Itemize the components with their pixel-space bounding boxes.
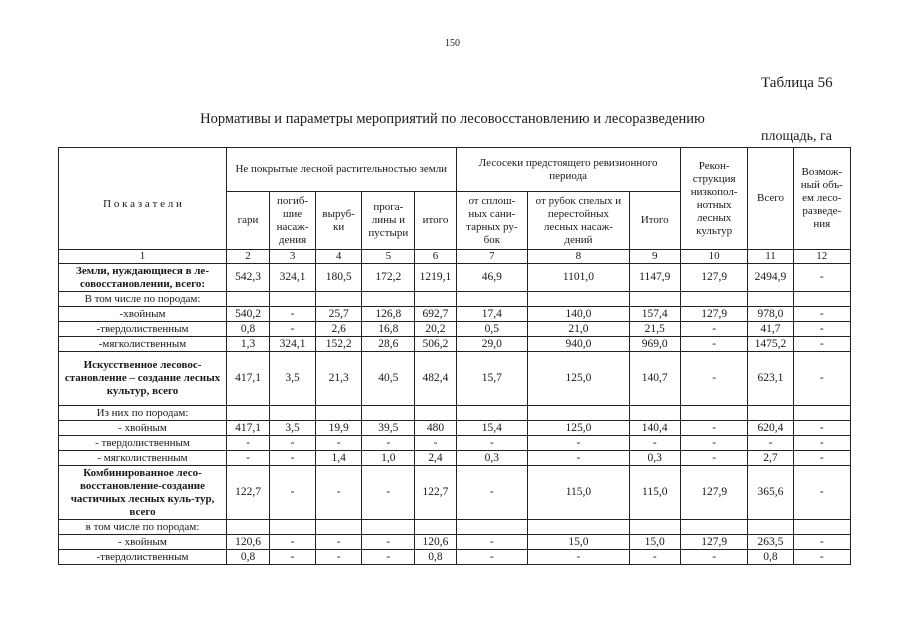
- row-value: -: [456, 466, 528, 520]
- row-value: -: [528, 550, 629, 565]
- row-value: -: [793, 421, 850, 436]
- row-value: -: [793, 352, 850, 406]
- row-value: -: [680, 322, 748, 337]
- row-value: 0,5: [456, 322, 528, 337]
- row-value: [316, 520, 362, 535]
- table-row: [59, 322, 851, 337]
- row-value: 1147,9: [629, 264, 680, 292]
- header-group-cutting: Лесосеки предстоящего ревизионного периода: [456, 148, 680, 192]
- row-value: [362, 406, 415, 421]
- row-value: [793, 406, 850, 421]
- table-row: [59, 451, 851, 466]
- row-label: - хвойным: [59, 421, 227, 436]
- row-label: Из них по породам:: [59, 406, 227, 421]
- row-value: 21,0: [528, 322, 629, 337]
- row-value: [629, 406, 680, 421]
- header-sanitary-cuts: от сплош-ных сани-тарных ру-бок: [456, 192, 528, 250]
- row-value: -: [270, 307, 316, 322]
- row-value: 15,0: [528, 535, 629, 550]
- row-value: 180,5: [316, 264, 362, 292]
- row-value: -: [456, 436, 528, 451]
- row-value: 39,5: [362, 421, 415, 436]
- row-value: -: [748, 436, 793, 451]
- row-value: 122,7: [227, 466, 270, 520]
- row-value: 2,7: [748, 451, 793, 466]
- row-value: -: [270, 535, 316, 550]
- row-value: -: [793, 337, 850, 352]
- row-value: 1,4: [316, 451, 362, 466]
- row-value: -: [362, 436, 415, 451]
- row-value: 506,2: [415, 337, 456, 352]
- row-value: 21,5: [629, 322, 680, 337]
- row-value: 115,0: [528, 466, 629, 520]
- row-value: 28,6: [362, 337, 415, 352]
- row-value: 0,8: [227, 550, 270, 565]
- column-number: 12: [793, 250, 850, 264]
- row-value: 0,8: [748, 550, 793, 565]
- column-number: 2: [227, 250, 270, 264]
- row-value: 2,6: [316, 322, 362, 337]
- header-burns: гари: [227, 192, 270, 250]
- column-number: 7: [456, 250, 528, 264]
- row-value: -: [316, 466, 362, 520]
- row-value: 1475,2: [748, 337, 793, 352]
- row-value: [415, 406, 456, 421]
- row-value: 127,9: [680, 307, 748, 322]
- row-value: 1219,1: [415, 264, 456, 292]
- table-row: [59, 520, 851, 535]
- header-clearcuts: выруб-ки: [316, 192, 362, 250]
- table-title: Нормативы и параметры мероприятий по лесовосстановлению и лесоразведению: [200, 111, 705, 127]
- row-value: 692,7: [415, 307, 456, 322]
- row-value: -: [316, 550, 362, 565]
- row-value: [270, 406, 316, 421]
- column-number: 3: [270, 250, 316, 264]
- row-value: [748, 292, 793, 307]
- row-value: 542,3: [227, 264, 270, 292]
- row-value: 115,0: [629, 466, 680, 520]
- row-value: [680, 520, 748, 535]
- row-label: В том числе по породам:: [59, 292, 227, 307]
- row-value: 127,9: [680, 535, 748, 550]
- row-value: [748, 520, 793, 535]
- row-value: [362, 520, 415, 535]
- row-value: 15,0: [629, 535, 680, 550]
- table-body: [59, 264, 851, 565]
- row-value: -: [793, 466, 850, 520]
- row-value: [748, 406, 793, 421]
- row-label: - твердолиственным: [59, 436, 227, 451]
- table-row: [59, 264, 851, 292]
- row-value: [629, 520, 680, 535]
- row-value: -: [316, 535, 362, 550]
- row-value: 41,7: [748, 322, 793, 337]
- row-value: 969,0: [629, 337, 680, 352]
- row-value: 3,5: [270, 421, 316, 436]
- row-value: 2494,9: [748, 264, 793, 292]
- header-reconstruction: Рекон-струкция низкопол-нотных лесных культур: [680, 148, 748, 250]
- row-value: 120,6: [227, 535, 270, 550]
- row-label: Искусственное лесовос-становление – создание лесных культур, всего: [59, 352, 227, 406]
- row-value: [456, 292, 528, 307]
- row-value: 140,7: [629, 352, 680, 406]
- row-value: 125,0: [528, 352, 629, 406]
- row-value: 140,4: [629, 421, 680, 436]
- row-value: 978,0: [748, 307, 793, 322]
- row-value: -: [270, 436, 316, 451]
- row-value: -: [456, 550, 528, 565]
- header-possible-volume: Возмож-ный объ-ем лесо-разведе-ния: [793, 148, 850, 250]
- column-number: 6: [415, 250, 456, 264]
- row-value: -: [270, 466, 316, 520]
- row-value: [415, 292, 456, 307]
- table-row: [59, 406, 851, 421]
- row-value: 417,1: [227, 352, 270, 406]
- row-value: 15,4: [456, 421, 528, 436]
- row-value: 157,4: [629, 307, 680, 322]
- row-value: -: [270, 451, 316, 466]
- table-row: [59, 535, 851, 550]
- row-value: 480: [415, 421, 456, 436]
- row-value: [528, 406, 629, 421]
- row-value: 122,7: [415, 466, 456, 520]
- header-subtotal-uncovered: итого: [415, 192, 456, 250]
- row-value: 2,4: [415, 451, 456, 466]
- row-label: -твердолиственным: [59, 550, 227, 565]
- row-value: [680, 406, 748, 421]
- row-value: -: [362, 535, 415, 550]
- table-row: [59, 292, 851, 307]
- row-value: 15,7: [456, 352, 528, 406]
- row-value: -: [270, 322, 316, 337]
- column-number: 11: [748, 250, 793, 264]
- row-value: 40,5: [362, 352, 415, 406]
- row-value: 940,0: [528, 337, 629, 352]
- norms-table: [58, 147, 851, 565]
- row-value: -: [680, 451, 748, 466]
- row-value: -: [227, 436, 270, 451]
- row-value: 324,1: [270, 264, 316, 292]
- row-value: -: [316, 436, 362, 451]
- row-value: -: [793, 550, 850, 565]
- row-value: [629, 292, 680, 307]
- row-value: 620,4: [748, 421, 793, 436]
- column-number: 5: [362, 250, 415, 264]
- row-value: -: [528, 436, 629, 451]
- column-number: 8: [528, 250, 629, 264]
- row-value: 1,0: [362, 451, 415, 466]
- row-value: 1,3: [227, 337, 270, 352]
- row-value: 17,4: [456, 307, 528, 322]
- row-value: 127,9: [680, 264, 748, 292]
- row-value: [362, 292, 415, 307]
- row-value: 1101,0: [528, 264, 629, 292]
- header-subtotal-cutting: Итого: [629, 192, 680, 250]
- row-label: -хвойным: [59, 307, 227, 322]
- row-value: [227, 520, 270, 535]
- row-value: 172,2: [362, 264, 415, 292]
- row-value: [456, 520, 528, 535]
- row-value: -: [680, 436, 748, 451]
- header-group-uncovered: Не покрытые лесной растительностью земли: [227, 148, 456, 192]
- row-value: 365,6: [748, 466, 793, 520]
- table-row: [59, 466, 851, 520]
- row-value: 3,5: [270, 352, 316, 406]
- table-row: [59, 550, 851, 565]
- row-value: [528, 292, 629, 307]
- column-number: 9: [629, 250, 680, 264]
- row-label: -мягколиственным: [59, 337, 227, 352]
- row-value: 0,3: [456, 451, 528, 466]
- header-row-groups: [59, 148, 851, 192]
- row-value: 16,8: [362, 322, 415, 337]
- table-row: [59, 421, 851, 436]
- row-value: 152,2: [316, 337, 362, 352]
- row-value: 0,8: [227, 322, 270, 337]
- row-value: [227, 292, 270, 307]
- area-unit-label: площадь, га: [761, 129, 832, 144]
- row-value: -: [270, 550, 316, 565]
- row-value: -: [456, 535, 528, 550]
- row-value: 482,4: [415, 352, 456, 406]
- row-value: 324,1: [270, 337, 316, 352]
- row-value: 623,1: [748, 352, 793, 406]
- row-label: - мягколиственным: [59, 451, 227, 466]
- row-value: -: [528, 451, 629, 466]
- row-value: 263,5: [748, 535, 793, 550]
- table-number: Таблица 56: [761, 75, 833, 91]
- row-value: -: [629, 550, 680, 565]
- row-value: -: [793, 322, 850, 337]
- row-value: 46,9: [456, 264, 528, 292]
- row-value: -: [227, 451, 270, 466]
- row-value: 21,3: [316, 352, 362, 406]
- row-value: -: [793, 451, 850, 466]
- table-row: [59, 352, 851, 406]
- row-value: 127,9: [680, 466, 748, 520]
- row-value: -: [680, 337, 748, 352]
- row-value: 0,8: [415, 550, 456, 565]
- column-number: 10: [680, 250, 748, 264]
- row-value: [680, 292, 748, 307]
- row-value: 0,3: [629, 451, 680, 466]
- table-row: [59, 337, 851, 352]
- header-mature-cuts: от рубок спелых и перестойных лесных насаж-дений: [528, 192, 629, 250]
- row-value: [528, 520, 629, 535]
- table-row: [59, 436, 851, 451]
- row-label: Земли, нуждающиеся в ле-совосстановлении, всего:: [59, 264, 227, 292]
- row-label: -твердолиственным: [59, 322, 227, 337]
- column-number: 4: [316, 250, 362, 264]
- row-value: -: [793, 307, 850, 322]
- row-value: -: [415, 436, 456, 451]
- row-value: [415, 520, 456, 535]
- row-value: [316, 406, 362, 421]
- page-number: 150: [445, 38, 460, 49]
- header-row-numbers: [59, 250, 851, 264]
- row-value: -: [680, 550, 748, 565]
- row-value: [227, 406, 270, 421]
- row-value: 140,0: [528, 307, 629, 322]
- row-value: [793, 292, 850, 307]
- row-value: [270, 292, 316, 307]
- row-label: Комбинированное лесо-восстановление-создание частичных лесных куль-тур, всего: [59, 466, 227, 520]
- column-number: 1: [59, 250, 227, 264]
- header-dead-stands: погиб-шие насаж-дения: [270, 192, 316, 250]
- row-value: 120,6: [415, 535, 456, 550]
- row-value: -: [362, 550, 415, 565]
- row-value: 540,2: [227, 307, 270, 322]
- row-label: - хвойным: [59, 535, 227, 550]
- row-value: 25,7: [316, 307, 362, 322]
- header-indicators: П о к а з а т е л и: [59, 148, 227, 250]
- header-total: Всего: [748, 148, 793, 250]
- row-value: -: [680, 352, 748, 406]
- table-row: [59, 307, 851, 322]
- row-value: 417,1: [227, 421, 270, 436]
- row-value: -: [680, 421, 748, 436]
- row-value: -: [793, 436, 850, 451]
- row-value: -: [793, 264, 850, 292]
- row-value: 20,2: [415, 322, 456, 337]
- row-value: -: [362, 466, 415, 520]
- row-value: 19,9: [316, 421, 362, 436]
- row-value: [316, 292, 362, 307]
- row-value: 29,0: [456, 337, 528, 352]
- row-value: 125,0: [528, 421, 629, 436]
- header-glades: прога-лины и пустыри: [362, 192, 415, 250]
- row-value: [456, 406, 528, 421]
- row-value: [270, 520, 316, 535]
- row-label: в том числе по породам:: [59, 520, 227, 535]
- row-value: 126,8: [362, 307, 415, 322]
- row-value: -: [793, 535, 850, 550]
- row-value: [793, 520, 850, 535]
- row-value: -: [629, 436, 680, 451]
